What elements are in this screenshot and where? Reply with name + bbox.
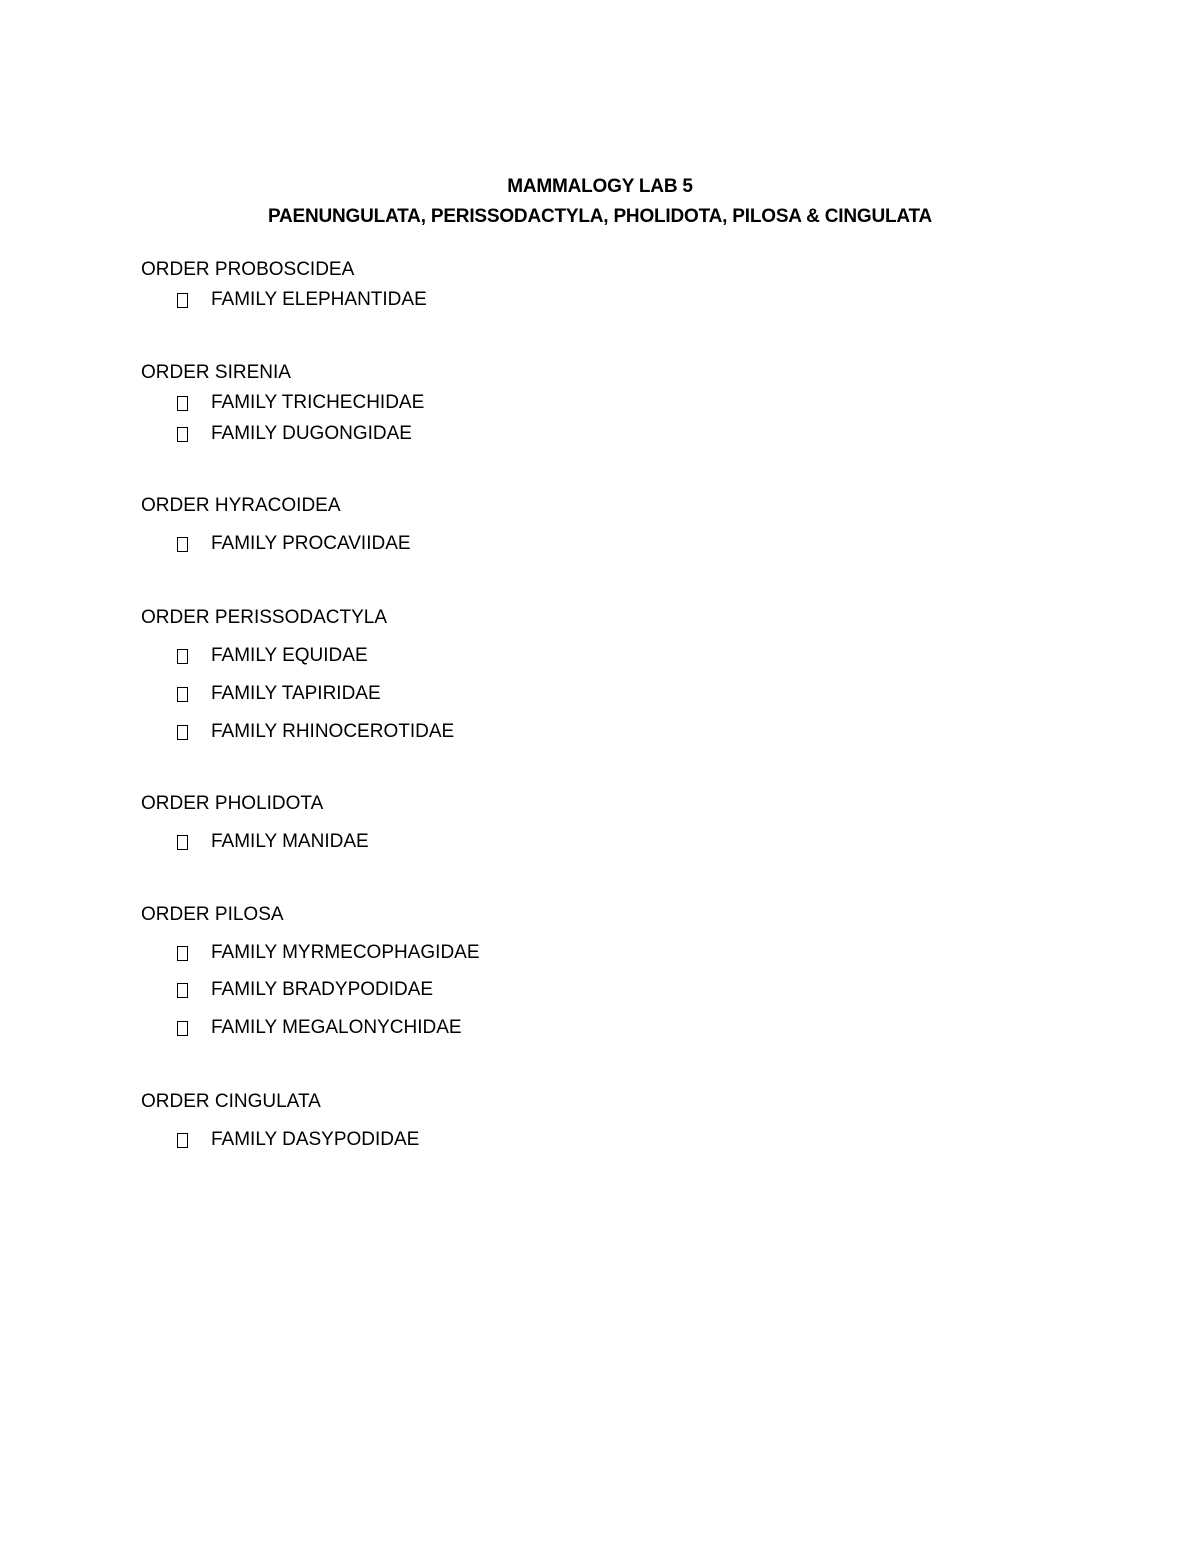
order-heading: ORDER PILOSA xyxy=(141,904,284,925)
family-item xyxy=(177,391,424,415)
checkbox-icon xyxy=(177,983,188,998)
family-label: FAMILY DASYPODIDAE xyxy=(211,1129,420,1150)
family-item xyxy=(177,830,369,854)
checkbox-icon xyxy=(177,946,188,961)
document-subtitle: PAENUNGULATA, PERISSODACTYLA, PHOLIDOTA, PILOSA & CINGULATA xyxy=(267,206,933,227)
checkbox-icon xyxy=(177,725,188,740)
order-heading: ORDER PERISSODACTYLA xyxy=(141,607,387,628)
family-label: FAMILY TAPIRIDAE xyxy=(211,683,381,704)
checkbox-icon xyxy=(177,537,188,552)
family-item xyxy=(177,720,454,744)
checkbox-icon xyxy=(177,1021,188,1036)
family-label: FAMILY MEGALONYCHIDAE xyxy=(211,1017,462,1038)
family-item xyxy=(177,644,368,668)
family-item xyxy=(177,682,381,706)
family-label: FAMILY ELEPHANTIDAE xyxy=(211,289,427,310)
family-item xyxy=(177,1128,419,1152)
family-item xyxy=(177,978,433,1002)
checkbox-icon xyxy=(177,396,188,411)
family-label: FAMILY MANIDAE xyxy=(211,831,369,852)
checkbox-icon xyxy=(177,649,188,664)
family-item xyxy=(177,288,427,312)
checkbox-icon xyxy=(177,687,188,702)
order-heading: ORDER PROBOSCIDEA xyxy=(141,259,355,280)
checkbox-icon xyxy=(177,835,188,850)
checkbox-icon xyxy=(177,427,188,442)
order-heading: ORDER PHOLIDOTA xyxy=(141,793,324,814)
checkbox-icon xyxy=(177,293,188,308)
order-heading: ORDER SIRENIA xyxy=(141,362,291,383)
family-item xyxy=(177,532,411,556)
family-label: FAMILY PROCAVIIDAE xyxy=(211,533,411,554)
family-label: FAMILY RHINOCEROTIDAE xyxy=(211,721,455,742)
family-label: FAMILY TRICHECHIDAE xyxy=(211,392,425,413)
title-block xyxy=(0,172,1200,232)
family-label: FAMILY MYRMECOPHAGIDAE xyxy=(211,942,480,963)
document-title: MAMMALOGY LAB 5 xyxy=(507,176,693,197)
family-label: FAMILY DUGONGIDAE xyxy=(211,423,412,444)
checkbox-icon xyxy=(177,1133,188,1148)
family-label: FAMILY EQUIDAE xyxy=(211,645,368,666)
family-item xyxy=(177,422,412,446)
order-heading: ORDER CINGULATA xyxy=(141,1091,321,1112)
order-heading: ORDER HYRACOIDEA xyxy=(141,495,341,516)
family-item xyxy=(177,941,480,965)
family-item xyxy=(177,1016,462,1040)
family-label: FAMILY BRADYPODIDAE xyxy=(211,979,434,1000)
